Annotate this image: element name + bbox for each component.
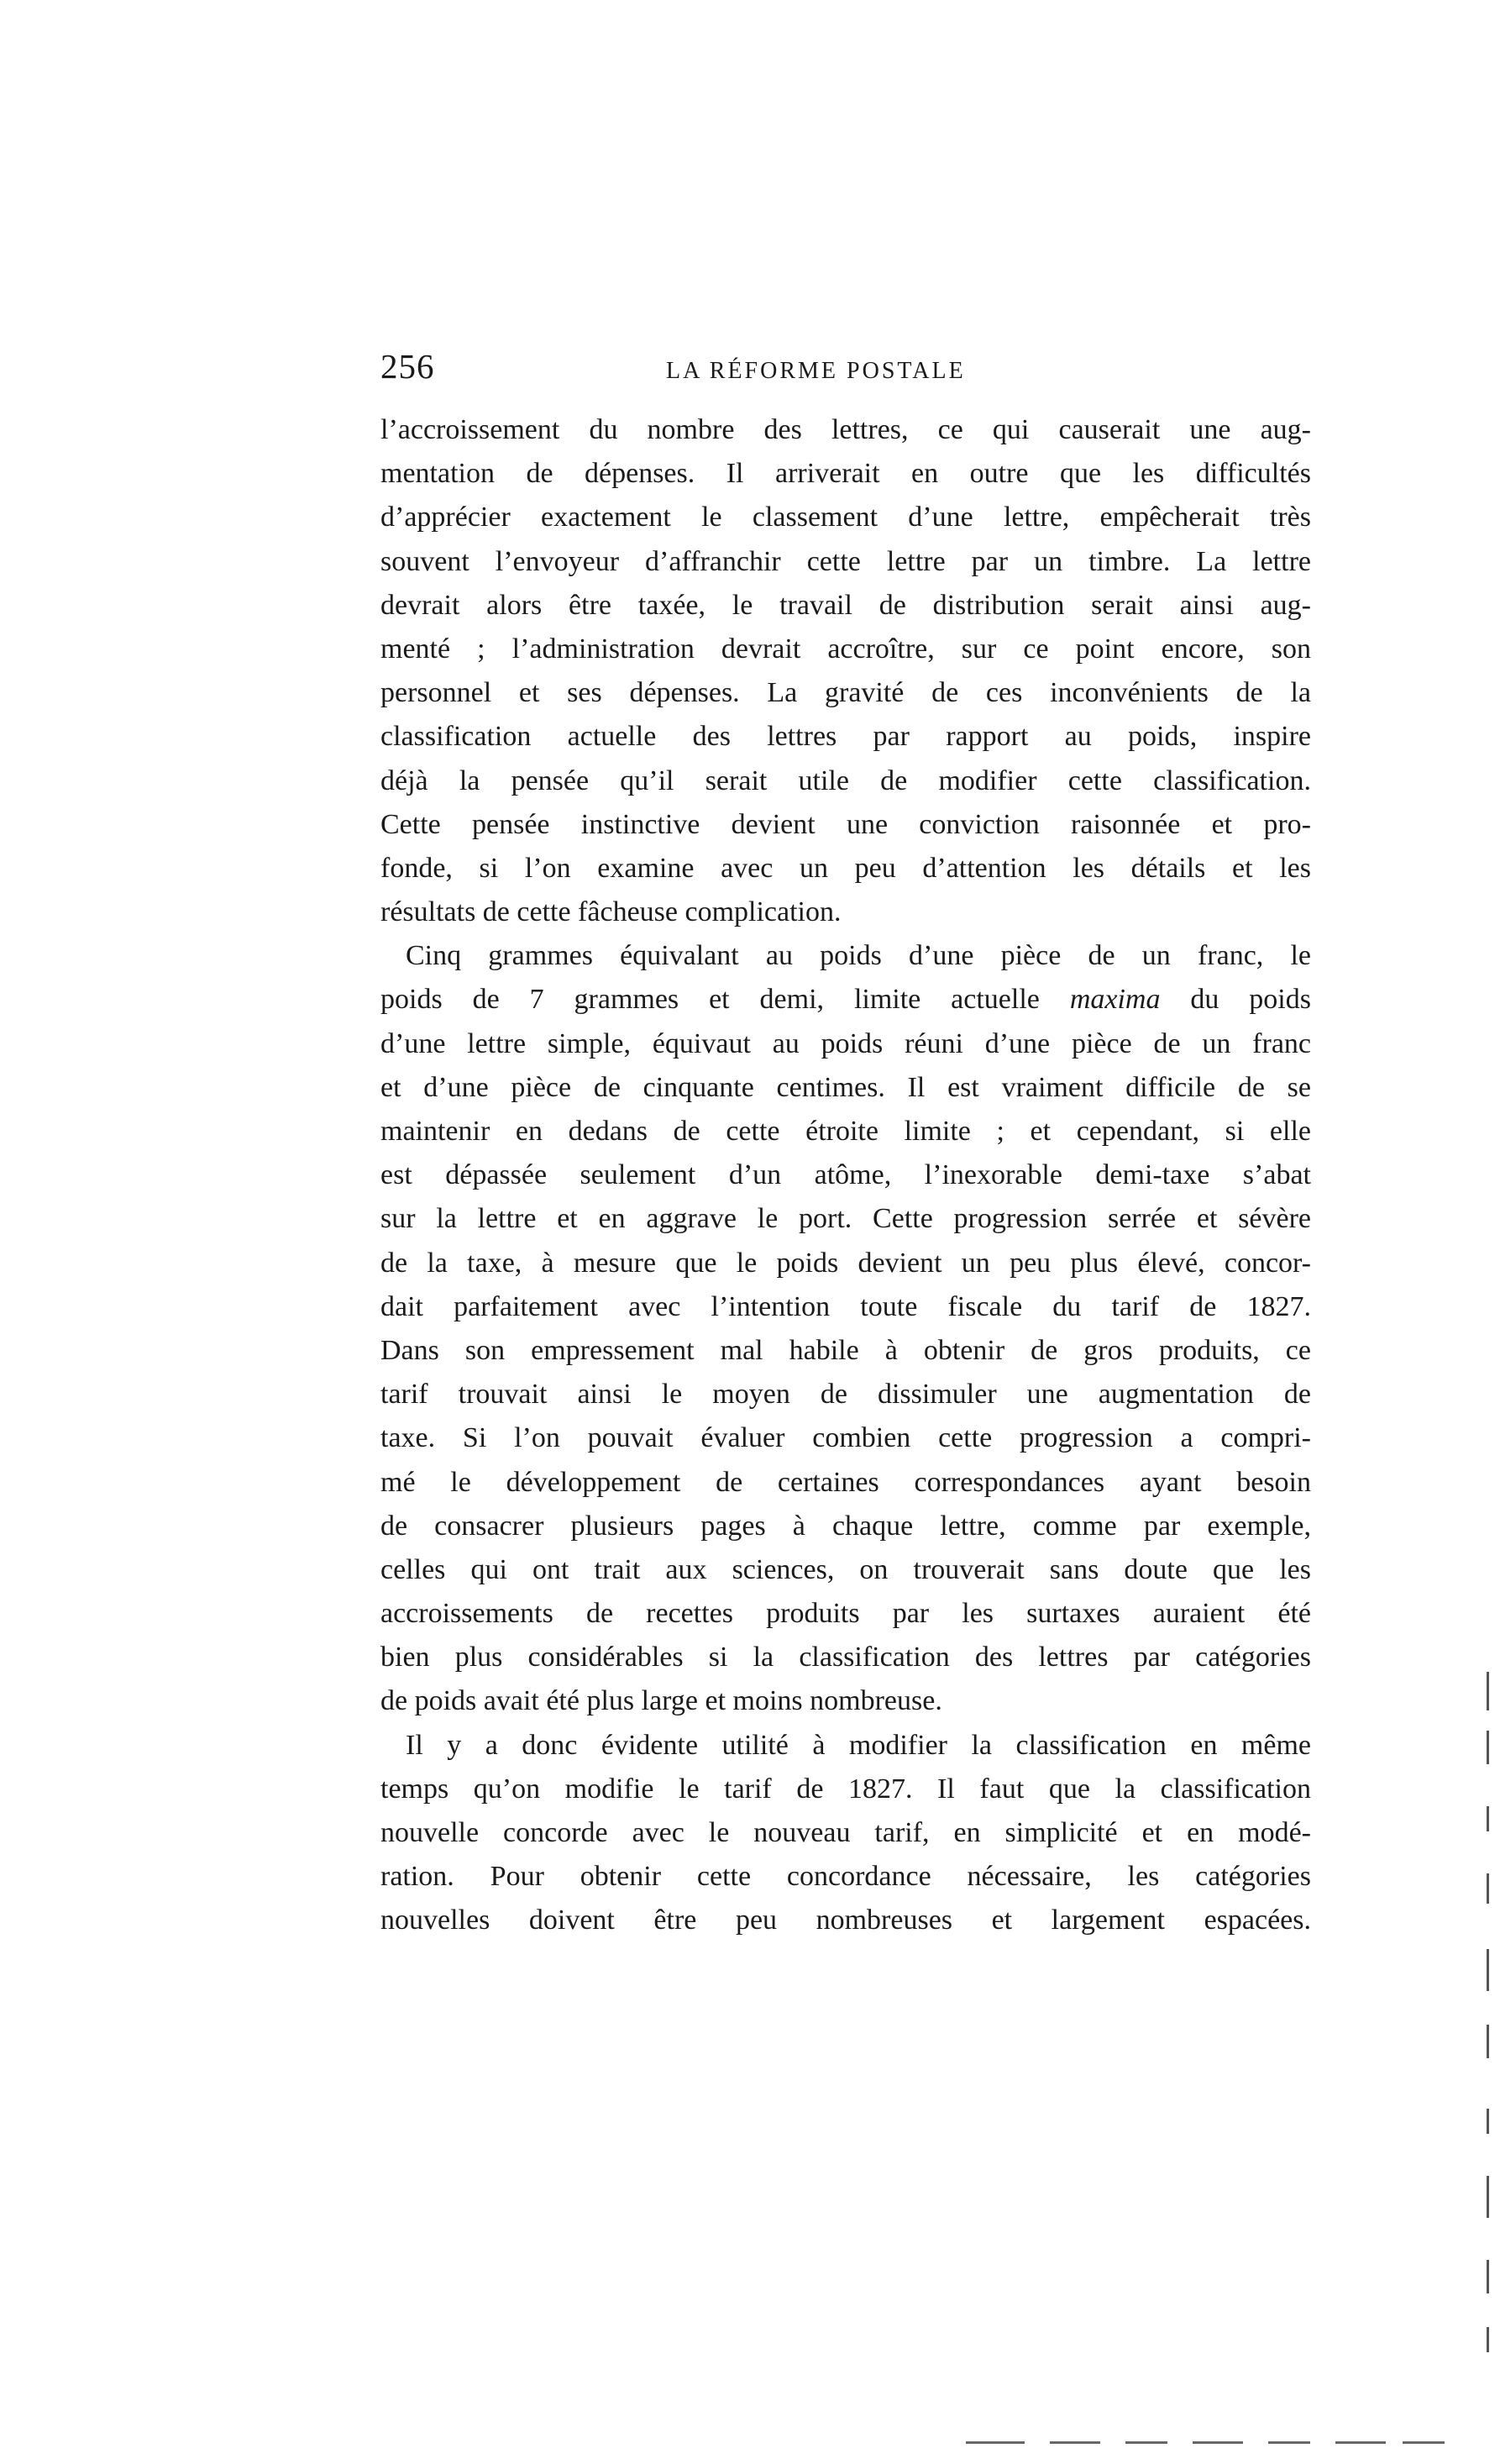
- body-text: [380, 408, 1311, 1943]
- text-line: dait parfaitement avec l’intention toute fiscale du tarif de 1827.: [380, 1290, 1311, 1322]
- scan-edge-mark: [1487, 1806, 1489, 1831]
- text-line: résultats de cette fâcheuse complication.: [380, 896, 842, 928]
- text-line: devrait alors être taxée, le travail de distribution serait ainsi aug-: [380, 589, 1311, 621]
- scan-edge-mark: [1487, 2109, 1489, 2134]
- scan-bottom-mark: [1403, 2441, 1445, 2444]
- italic-term: maxima: [1069, 984, 1161, 1016]
- scan-edge-mark: [1487, 1672, 1489, 1710]
- text-line: nouvelle concorde avec le nouveau tarif, en simplicité et en modé-: [380, 1817, 1311, 1848]
- scan-edge-mark: [1487, 1731, 1489, 1764]
- text-line: est dépassée seulement d’un atôme, l’inexorable demi-taxe s’abat: [380, 1159, 1311, 1191]
- text-line: classification actuelle des lettres par rapport au poids, inspire: [380, 721, 1311, 753]
- scan-edge-mark: [1487, 2327, 1489, 2352]
- scan-edge-mark: [1487, 2260, 1489, 2293]
- scan-edge-mark: [1487, 1949, 1489, 1991]
- text-line: mé le développement de certaines correspondances ayant besoin: [380, 1466, 1311, 1498]
- text-line: tarif trouvait ainsi le moyen de dissimuler une augmentation de: [380, 1379, 1311, 1411]
- text-line: d’apprécier exactement le classement d’une lettre, empêcherait très: [380, 502, 1311, 533]
- text-line: Il y a donc évidente utilité à modifier la classification en même: [406, 1729, 1311, 1761]
- scan-bottom-marks: [966, 2441, 1470, 2445]
- scan-bottom-mark: [1193, 2441, 1243, 2444]
- text-line: celles qui ont trait aux sciences, on trouverait sans doute que les: [380, 1553, 1311, 1585]
- text-line: Cinq grammes équivalant au poids d’une pièce de un franc, le: [406, 940, 1311, 972]
- scan-bottom-mark: [1268, 2441, 1310, 2444]
- text-line-with-italic: [380, 978, 1311, 1022]
- text-line: accroissements de recettes produits par les surtaxes auraient été: [380, 1598, 1311, 1630]
- scan-bottom-mark: [1335, 2441, 1386, 2444]
- text-line: maintenir en dedans de cette étroite limite ; et cependant, si elle: [380, 1116, 1311, 1147]
- running-title: LA RÉFORME POSTALE: [666, 358, 966, 384]
- scan-bottom-mark: [1050, 2441, 1100, 2444]
- text-line: mentation de dépenses. Il arriverait en outre que les difficultés: [380, 458, 1311, 490]
- scan-edge-mark: [1487, 1873, 1489, 1904]
- scan-edge-mark: [1487, 2176, 1489, 2218]
- text-line: et d’une pièce de cinquante centimes. Il est vraiment difficile de se: [380, 1071, 1311, 1103]
- text-line: sur la lettre et en aggrave le port. Cette progression serrée et sévère: [380, 1203, 1311, 1235]
- text-line: déjà la pensée qu’il serait utile de modifier cette classification.: [380, 764, 1311, 796]
- text-fragment: du poids: [1190, 984, 1311, 1016]
- text-line: d’une lettre simple, équivaut au poids réuni d’une pièce de un franc: [380, 1027, 1311, 1059]
- running-head: [380, 346, 1311, 397]
- text-line: ration. Pour obtenir cette concordance nécessaire, les catégories: [380, 1861, 1311, 1893]
- text-line: de la taxe, à mesure que le poids devient un peu plus élevé, concor-: [380, 1247, 1311, 1279]
- text-line: taxe. Si l’on pouvait évaluer combien cette progression a compri-: [380, 1422, 1311, 1454]
- text-line: de consacrer plusieurs pages à chaque lettre, comme par exemple,: [380, 1510, 1311, 1542]
- text-line: Cette pensée instinctive devient une conviction raisonnée et pro-: [380, 808, 1311, 840]
- text-line: Dans son empressement mal habile à obtenir de gros produits, ce: [380, 1334, 1311, 1366]
- text-line: bien plus considérables si la classification des lettres par catégories: [380, 1642, 1311, 1673]
- text-line: temps qu’on modifie le tarif de 1827. Il faut que la classification: [380, 1773, 1311, 1805]
- text-line: de poids avait été plus large et moins nombreuse.: [380, 1685, 942, 1717]
- page-number: 256: [380, 347, 435, 386]
- text-line: menté ; l’administration devrait accroître, sur ce point encore, son: [380, 633, 1311, 665]
- text-line: fonde, si l’on examine avec un peu d’attention les détails et les: [380, 852, 1311, 884]
- text-line: personnel et ses dépenses. La gravité de ces inconvénients de la: [380, 677, 1311, 709]
- text-line: nouvelles doivent être peu nombreuses et largement espacées.: [380, 1904, 1311, 1936]
- scan-bottom-mark: [966, 2441, 1025, 2444]
- scan-edge-mark: [1487, 2025, 1489, 2058]
- text-line: souvent l’envoyeur d’affranchir cette lettre par un timbre. La lettre: [380, 545, 1311, 577]
- scan-bottom-mark: [1125, 2441, 1167, 2444]
- text-line: l’accroissement du nombre des lettres, ce qui causerait une aug-: [380, 414, 1311, 445]
- text-fragment: poids de 7 grammes et demi, limite actuelle: [380, 984, 1040, 1016]
